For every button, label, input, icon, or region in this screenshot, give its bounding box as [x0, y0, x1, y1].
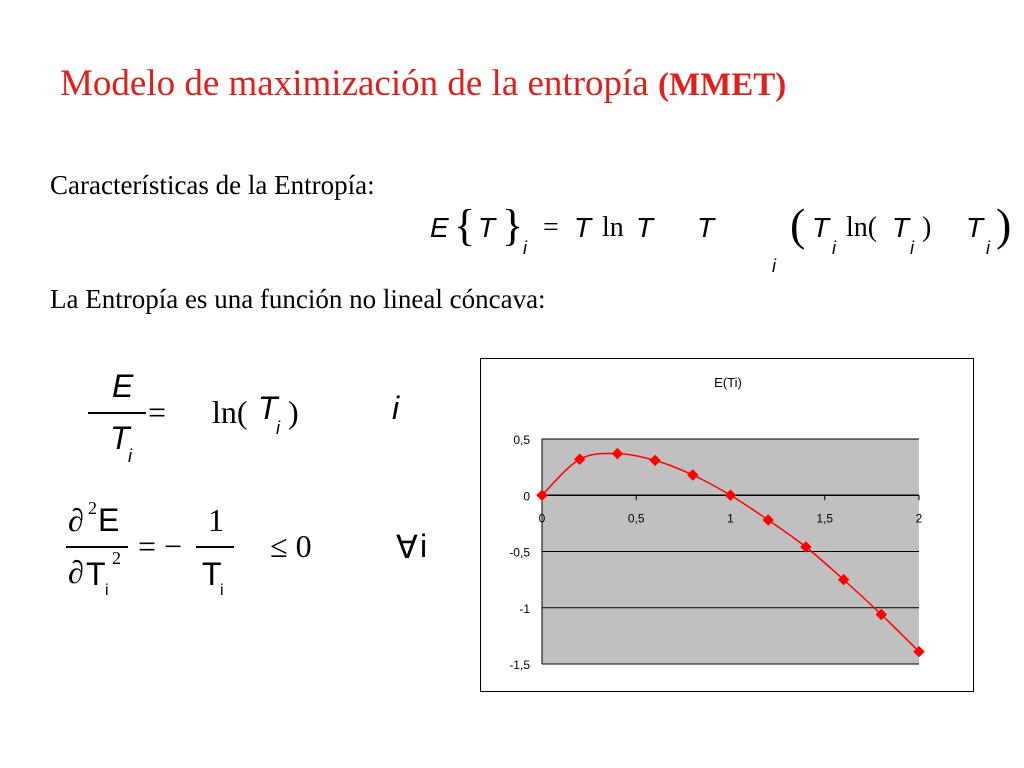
chart-title: E(Ti) [714, 375, 742, 390]
formula-symbol: T [812, 212, 830, 243]
y-tick-label: -0,5 [509, 545, 530, 560]
x-tick-label: 2 [915, 511, 923, 526]
chart-panel [480, 358, 974, 692]
formula-exponent: 2 [112, 548, 121, 568]
entropy-chart [481, 359, 975, 693]
formula-function: ln [602, 212, 624, 243]
formula-operator: = − [138, 528, 183, 564]
formula-symbol: T [636, 212, 654, 243]
y-tick-label: -1,5 [509, 658, 530, 672]
formula-exponent: 2 [88, 498, 97, 518]
y-tick-label: 0,5 [513, 433, 530, 447]
x-tick-label: 0 [538, 511, 546, 526]
formula-numerator: 1 [208, 502, 224, 538]
subtitle-characteristics: Características de la Entropía: [50, 170, 375, 200]
formula-symbol: T [258, 390, 278, 426]
right-paren-glyph: ) [996, 199, 1012, 250]
forall-symbol: ∀ [396, 529, 418, 565]
formula-symbol: E [430, 212, 449, 243]
formula-subscript: i [128, 446, 132, 466]
formula-inequality: ≤ 0 [270, 528, 312, 564]
formula-subscript: i [105, 582, 109, 599]
left-brace-glyph: { [454, 201, 476, 250]
formula-index: i [420, 528, 428, 564]
left-paren-glyph: ( [790, 199, 806, 250]
formula-numerator: E [98, 502, 120, 538]
formula-subscript: i [832, 238, 836, 258]
formula-operator: = [543, 212, 559, 243]
formula-subscript: i [910, 238, 914, 258]
formula-subscript: i [220, 582, 224, 599]
x-tick-label: 0,5 [627, 511, 645, 526]
formula-symbol: T [478, 212, 496, 243]
title-main: Modelo de maximización de la entropía [60, 63, 658, 104]
formula-function: ln( [846, 212, 878, 243]
formula-subscript: i [523, 238, 527, 258]
subtitle-concave: La Entropía es una función no lineal cóncava: [50, 284, 546, 314]
formula-operator: = [148, 394, 167, 430]
formula-paren: ) [922, 212, 932, 243]
formula-symbol: T [697, 212, 715, 243]
y-tick-label: 0 [523, 489, 530, 504]
formula-denominator: T [202, 556, 222, 592]
fraction-bar [88, 412, 146, 414]
formula-symbol: T [892, 212, 910, 243]
formula-function: ln( [212, 394, 248, 430]
formula-numerator: E [112, 368, 134, 404]
formula-symbol: T [966, 212, 984, 243]
formula-paren: ) [288, 394, 299, 430]
fraction-bar [196, 546, 234, 548]
partial-symbol: ∂ [68, 554, 84, 590]
formula-sum-index: i [772, 256, 776, 276]
title-abbrev: (MMET) [657, 67, 787, 103]
right-brace-glyph: } [502, 201, 524, 250]
y-tick-label: -1 [519, 601, 530, 616]
formula-denominator: T [110, 420, 130, 456]
formula-index: i [392, 390, 400, 426]
slide-title [60, 62, 786, 105]
partial-symbol: ∂ [68, 502, 84, 538]
formula-subscript: i [986, 238, 990, 258]
x-tick-label: 1 [727, 511, 734, 526]
formula-subscript: i [276, 418, 280, 438]
formula-symbol: T [574, 212, 592, 243]
x-tick-label: 1,5 [816, 511, 834, 526]
formula-denominator: T [86, 556, 106, 592]
